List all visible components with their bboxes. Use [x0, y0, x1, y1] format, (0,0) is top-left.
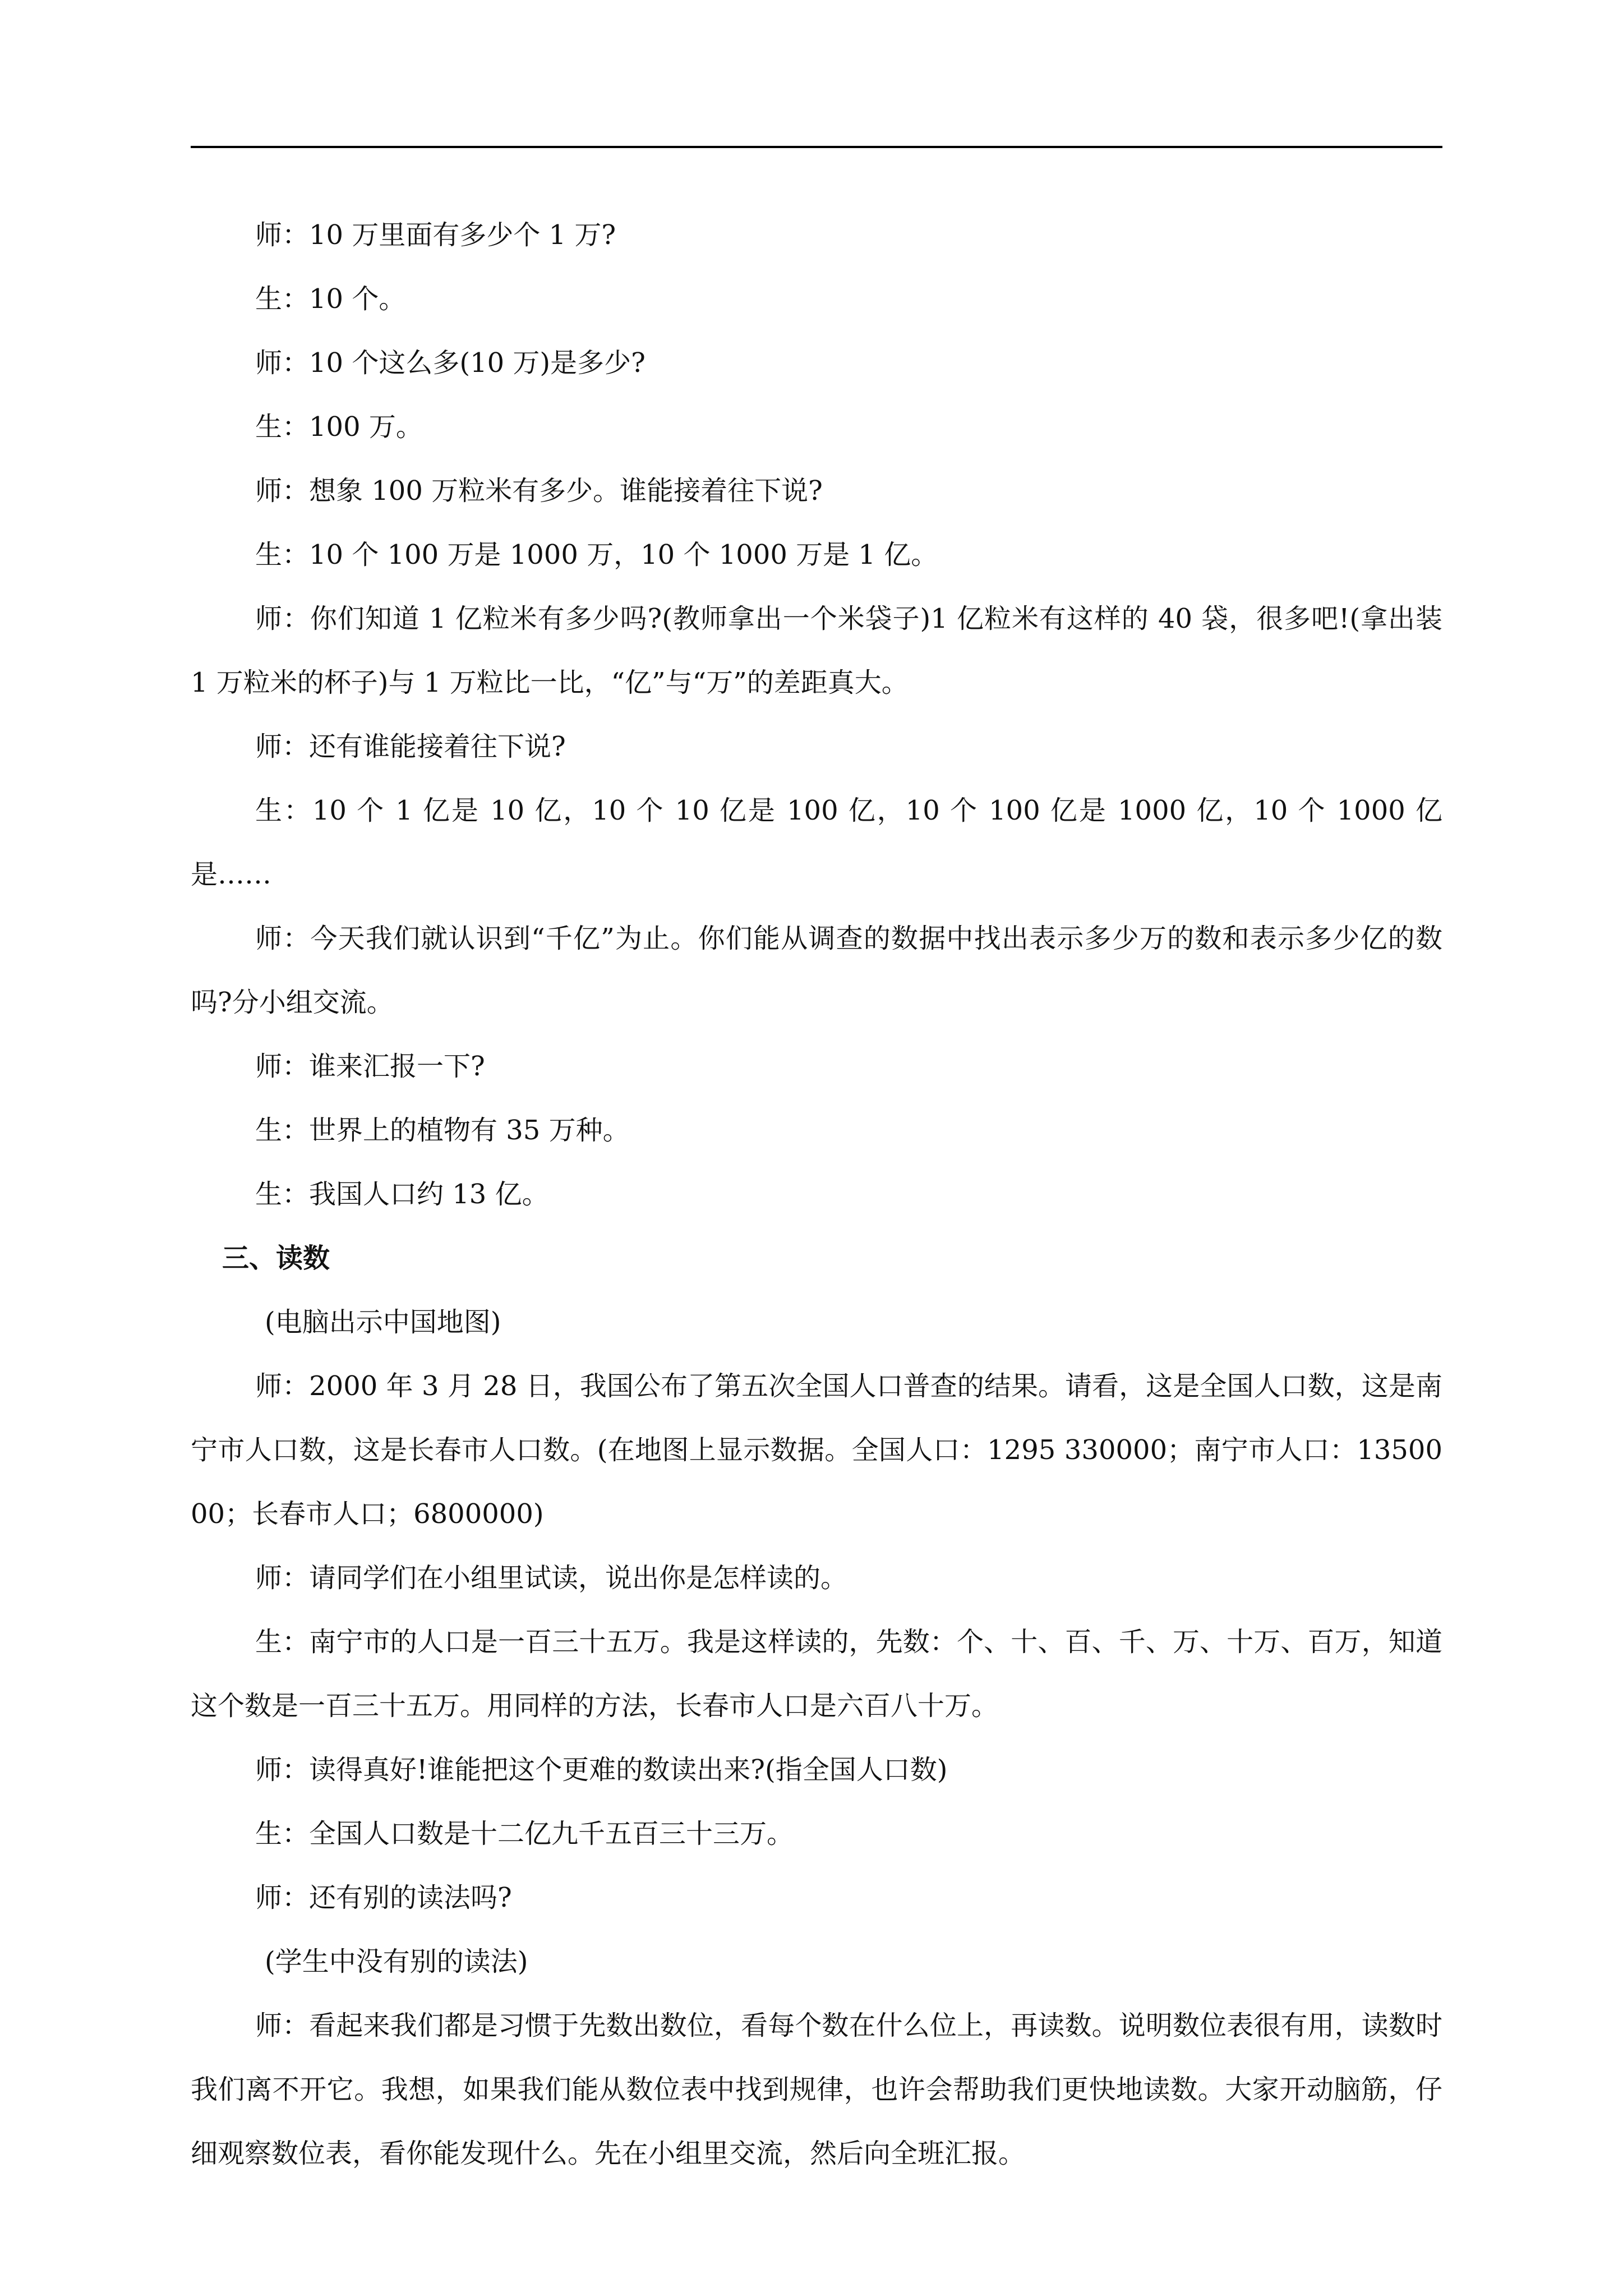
document-body — [191, 203, 1442, 2185]
paragraph: 生：10 个。 — [255, 283, 406, 315]
paragraph: 师：还有别的读法吗? — [255, 1882, 512, 1913]
paragraph: 生：全国人口数是十二亿九千五百三十三万。 — [255, 1818, 794, 1849]
section-heading: 三、读数 — [222, 1243, 330, 1274]
paragraph: 师：谁来汇报一下? — [255, 1051, 485, 1082]
paragraph: 师：10 万里面有多少个 1 万? — [255, 219, 616, 251]
paragraph: 生：世界上的植物有 35 万种。 — [255, 1115, 630, 1146]
paragraph: 师：10 个这么多(10 万)是多少? — [255, 347, 645, 379]
paragraph: 师：今天我们就认识到“千亿”为止。你们能从调查的数据中找出表示多少万的数和表示多少亿的数吗?分小组交流。 — [191, 923, 1442, 1018]
paragraph: 师：请同学们在小组里试读，说出你是怎样读的。 — [255, 1562, 848, 1594]
paragraph: 生：10 个 100 万是 1000 万，10 个 1000 万是 1 亿。 — [255, 539, 938, 570]
paragraph: 生：100 万。 — [255, 411, 423, 443]
paragraph: 生：我国人口约 13 亿。 — [255, 1179, 549, 1210]
paragraph: 师：读得真好!谁能把这个更难的数读出来?(指全国人口数) — [255, 1754, 948, 1786]
paragraph: 生：南宁市的人口是一百三十五万。我是这样读的，先数：个、十、百、千、万、十万、百万，知道这个数是一百三十五万。用同样的方法，长春市人口是六百八十万。 — [191, 1626, 1442, 1722]
paragraph: 师：2000 年 3 月 28 日，我国公布了第五次全国人口普查的结果。请看，这是全国人口数，这是南宁市人口数，这是长春市人口数。(在地图上显示数据。全国人口：1295 330000；南宁市人口：1350000；长春市人口；6800000) — [191, 1370, 1442, 1530]
paragraph: 师：想象 100 万粒米有多少。谁能接着往下说? — [255, 475, 823, 507]
paragraph: 师：你们知道 1 亿粒米有多少吗?(教师拿出一个米袋子)1 亿粒米有这样的 40 袋，很多吧!(拿出装 1 万粒米的杯子)与 1 万粒比一比，“亿”与“万”的差距真大。 — [191, 603, 1442, 698]
header-rule — [191, 146, 1442, 148]
stage-note: (学生中没有别的读法) — [265, 1946, 528, 1977]
paragraph: 师：看起来我们都是习惯于先数出数位，看每个数在什么位上，再读数。说明数位表很有用，读数时我们离不开它。我想，如果我们能从数位表中找到规律，也许会帮助我们更快地读数。大家开动脑筋，仔细观察数位表，看你能发现什么。先在小组里交流，然后向全班汇报。 — [191, 2010, 1442, 2169]
stage-note: (电脑出示中国地图) — [265, 1306, 501, 1338]
paragraph: 生：10 个 1 亿是 10 亿，10 个 10 亿是 100 亿，10 个 100 亿是 1000 亿，10 个 1000 亿是…… — [191, 795, 1442, 890]
paragraph: 师：还有谁能接着往下说? — [255, 731, 566, 762]
